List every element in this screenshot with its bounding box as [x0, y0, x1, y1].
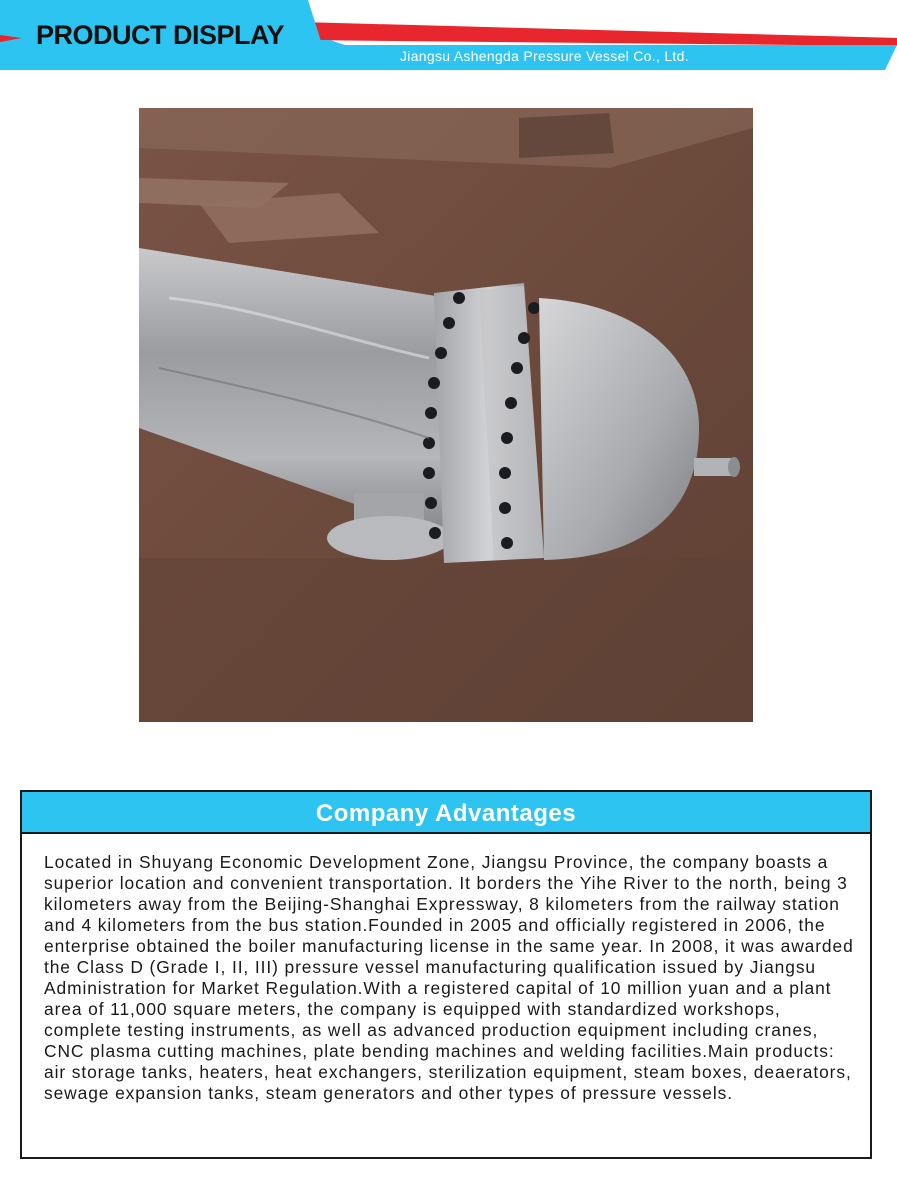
- advantages-header: [22, 792, 870, 834]
- company-advantages-panel: [20, 790, 872, 1159]
- page-title: PRODUCT DISPLAY: [36, 20, 285, 50]
- advantages-description: Located in Shuyang Economic Development Zone, Jiangsu Province, the company boasts a superior location and convenient transportation. It borders the Yihe River to the north, being 3 kilometers away from the Beijing-Shanghai Expressway, 8 kilometers from the railway station and 4 kilometers from the bus station.Founded in 2005 and officially registered in 2006, the enterprise obtained the boiler manufacturing license in the same year. In 2008, it was awarded the Class D (Grade I, II, III) pressure vessel manufacturing qualification issued by Jiangsu Administration for Market Regulation.With a registered capital of 10 million yuan and a plant area of 11,000 square meters, the company is equipped with standardized workshops, complete testing instruments, as well as advanced production equipment including cranes, CNC plasma cutting machines, plate bending machines and welding facilities.Main products: air storage tanks, heaters, heat exchangers, sterilization equipment, steam boxes, deaerators, sewage expansion tanks, steam generators and other types of pressure vessels.: [44, 852, 854, 1103]
- pressure-vessel-photo-icon: [139, 108, 753, 722]
- advantages-title: Company Advantages: [315, 800, 577, 827]
- product-photo: [139, 108, 753, 722]
- header-banner: [0, 0, 897, 75]
- company-name: Jiangsu Ashengda Pressure Vessel Co., Ltd.: [400, 48, 689, 64]
